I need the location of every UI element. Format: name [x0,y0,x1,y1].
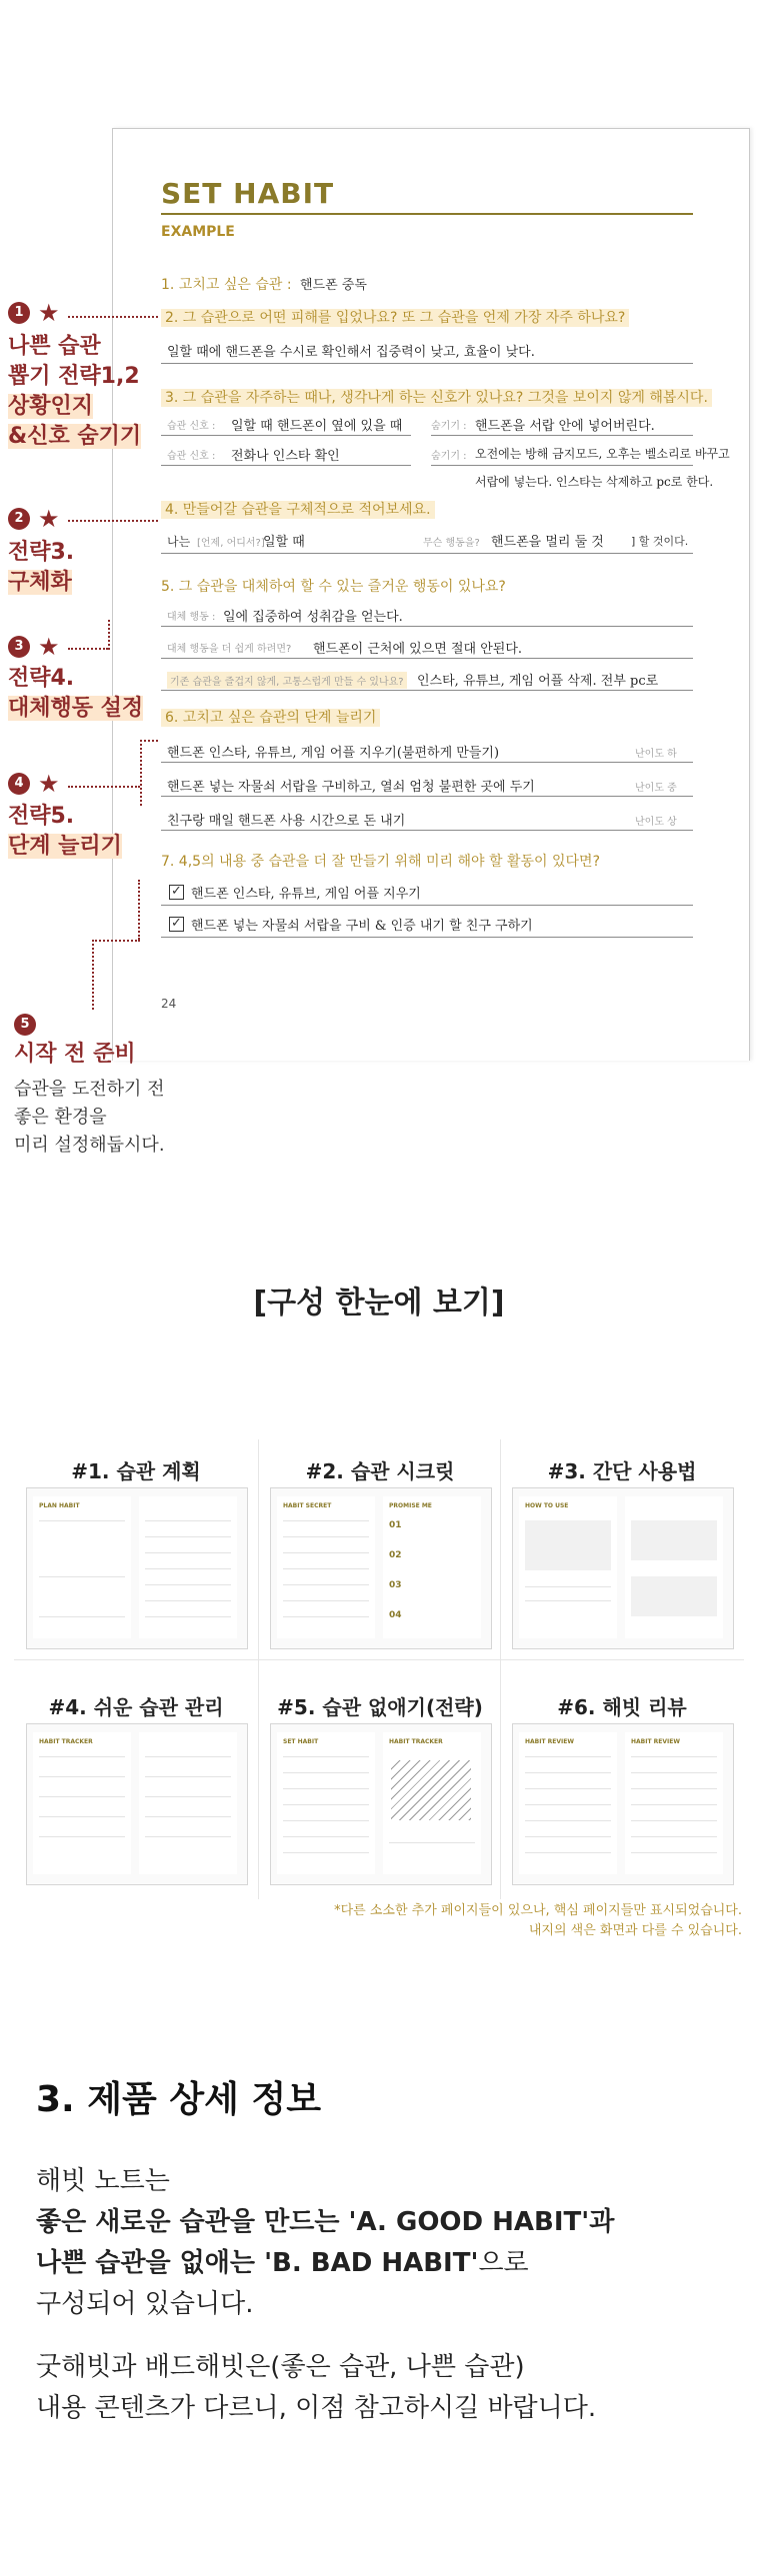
overview-item-5-title: #5. 습관 없애기(전략) [277,1695,483,1719]
divider [161,905,693,906]
q4-when-hint: [언제, 어디서?] [197,538,265,549]
hard-answer: 인스타, 유튜브, 게임 어플 삭제. 전부 pc로 [417,674,659,689]
overview-heading: [구성 한눈에 보기] [253,1286,505,1320]
question-6: 6. 고치고 싶은 습관의 단계 늘리기 [161,707,380,727]
overview-note: *다른 소소한 추가 페이지들이 있으나, 핵심 페이지들만 표시되었습니다. 내지의 색은 화면과 다를 수 있습니다. [334,1903,742,1938]
annotation-3-number: 3 [8,636,30,658]
question-2: 2. 그 습관으로 어떤 피해를 입었나요? 또 그 습관을 언제 가장 자주 하나요? [161,307,629,327]
signal-1: 일할 때 핸드폰이 옆에 있을 때 [231,419,403,434]
connector-line [68,520,158,522]
divider [161,553,693,554]
overview-thumb-4: HABIT TRACKER [26,1723,248,1885]
connector-line [68,316,158,318]
annotation-5-desc: 습관을 도전하기 전 좋은 환경을 미리 설정해둡시다. [14,1079,165,1156]
connector-line [140,740,142,806]
divider [161,796,693,797]
checkbox-2[interactable]: ✓ [169,917,184,932]
divider [431,465,693,466]
connector-line [68,648,108,650]
question-4: 4. 만들어갈 습관을 구체적으로 적어보세요. [161,499,435,519]
overview-item-3-title: #3. 간단 사용법 [547,1459,697,1483]
divider [161,658,693,659]
annotation-2-number: 2 [8,508,30,530]
star-icon: ★ [38,505,60,533]
hide-2: 오전에는 방해 금지모드, 오후는 벨소리로 바꾸고 [475,447,730,461]
step-3-level: 난이도 상 [635,817,677,828]
page-subtitle: EXAMPLE [161,224,235,240]
divider [161,830,693,831]
annotation-5-number: 5 [14,1014,36,1036]
connector-line [68,786,140,788]
connector-line [92,940,140,942]
hide-label: 숨기기 : [431,451,467,462]
step-3: 친구랑 매일 핸드폰 사용 시간으로 돈 내기 [167,814,406,829]
annotation-2-label: 전략3. 구체화 [8,540,75,595]
step-1-level: 난이도 하 [635,749,677,760]
star-icon: ★ [38,770,60,798]
divider [161,363,693,364]
grid-divider [258,1439,259,1899]
annotation-1-number: 1 [8,302,30,324]
q4-what-hint: 무슨 행동을? [423,538,480,549]
signal-label: 습관 신호 : [167,451,216,462]
details-heading: 3. 제품 상세 정보 [36,2079,321,2120]
q4-what: 핸드폰을 멀리 둘 것 [491,535,604,550]
connector-line [138,880,140,940]
notebook-page [112,128,750,1061]
details-paragraph-1: 해빗 노트는 좋은 새로운 습관을 만드는 'A. GOOD HABIT'과 나쁜 습관을 없애는 'B. BAD HABIT'으로 구성되어 있습니다. [36,2166,615,2319]
question-1: 1. 고치고 싶은 습관 : 핸드폰 중독 [161,277,367,293]
annotation-1-label: 나쁜 습관 뽑기 전략1,2 상황인지 &신호 숨기기 [8,334,142,449]
annotation-3-label: 전략4. 대체행동 설정 [8,666,144,721]
divider [161,937,693,938]
alt-label: 대체 행동 : [167,612,216,623]
prep-item-2: 핸드폰 넣는 자물쇠 서랍을 구비 & 인증 내기 할 친구 구하기 [191,919,533,934]
divider [161,626,693,627]
divider [161,435,411,436]
overview-item-1-title: #1. 습관 계획 [71,1459,201,1483]
connector-line [140,740,158,742]
overview-item-6-title: #6. 해빗 리뷰 [557,1695,687,1719]
q4-who: 나는 [167,535,191,549]
hide-1: 핸드폰을 서랍 안에 넣어버린다. [475,419,655,434]
overview-thumb-6: HABIT REVIEW HABIT REVIEW [512,1723,734,1885]
alt-answer: 일에 집중하여 성취감을 얻는다. [223,610,403,625]
question-7: 7. 4,5의 내용 중 습관을 더 잘 만들기 위해 미리 해야 할 활동이 있다면? [161,854,601,870]
answer-1: 핸드폰 중독 [300,278,367,293]
q4-end: ] 할 것이다. [631,535,689,548]
annotation-4-label: 전략5. 단계 늘리기 [8,804,122,859]
easy-label: 대체 행동을 더 쉽게 하려면? [167,644,292,655]
star-icon: ★ [38,633,60,661]
step-1: 핸드폰 인스타, 유튜브, 게임 어플 지우기(불편하게 만들기) [167,746,500,761]
divider [161,762,693,763]
page-title: SET HABIT [161,177,335,210]
divider [161,465,411,466]
divider [161,690,693,691]
hide-3: 서랍에 넣는다. 인스타는 삭제하고 pc로 한다. [475,475,714,489]
q4-when: 일할 때 [263,535,305,550]
overview-item-4-title: #4. 쉬운 습관 관리 [48,1695,224,1719]
answer-2: 일할 때에 핸드폰을 수시로 확인해서 집중력이 낮고, 효율이 낮다. [167,345,535,360]
details-paragraph-2: 굿해빗과 배드해빗은(좋은 습관, 나쁜 습관) 내용 콘텐츠가 다르니, 이점 참고하시길 바랍니다. [36,2352,597,2423]
signal-2: 전화나 인스타 확인 [231,449,340,464]
easy-answer: 핸드폰이 근처에 있으면 절대 안된다. [313,642,523,657]
step-2: 핸드폰 넣는 자물쇠 서랍을 구비하고, 열쇠 엄청 불편한 곳에 두기 [167,780,535,795]
annotation-5-title: 시작 전 준비 [14,1042,136,1067]
checkbox-1[interactable]: ✓ [169,885,184,900]
grid-divider [500,1439,501,1899]
overview-thumb-1: PLAN HABIT [26,1487,248,1649]
overview-thumb-2: HABIT SECRET PROMISE ME 01 02 03 04 [270,1487,492,1649]
connector-line [92,940,94,1010]
signal-label: 습관 신호 : [167,421,216,432]
hide-label: 숨기기 : [431,421,467,432]
overview-thumb-3: HOW TO USE [512,1487,734,1649]
question-3: 3. 그 습관을 자주하는 때나, 생각나게 하는 신호가 있나요? 그것을 보이지 않게 해봅시다. [161,387,712,407]
connector-line [108,620,110,650]
annotation-4-number: 4 [8,773,30,795]
page-number: 24 [161,997,177,1011]
overview-item-2-title: #2. 습관 시크릿 [305,1459,455,1483]
hard-label: 기존 습관을 즐겁지 않게, 고통스럽게 만들 수 있나요? [167,672,407,689]
grid-divider [14,1659,744,1660]
question-5: 5. 그 습관을 대체하여 할 수 있는 즐거운 행동이 있나요? [161,579,506,595]
overview-thumb-5: SET HABIT HABIT TRACKER [270,1723,492,1885]
star-icon: ★ [38,299,60,327]
title-rule [161,213,693,215]
divider [431,435,693,436]
step-2-level: 난이도 중 [635,783,677,794]
prep-item-1: 핸드폰 인스타, 유튜브, 게임 어플 지우기 [191,887,421,902]
